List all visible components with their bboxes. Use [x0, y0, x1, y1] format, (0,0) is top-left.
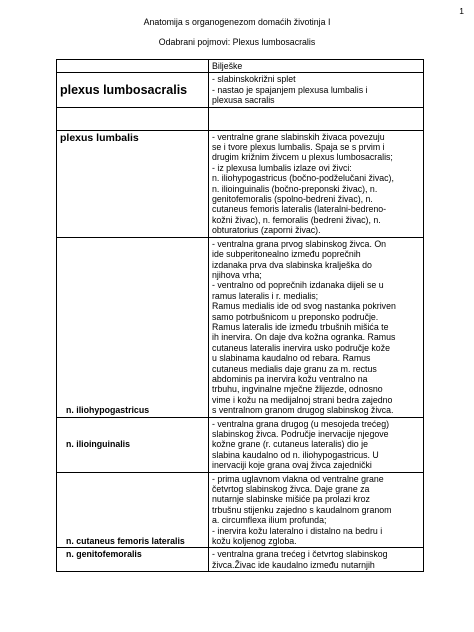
- header-term-cell: [57, 60, 209, 73]
- note-line: kožni živac), n. femoralis (bedreni živac), n.: [212, 214, 381, 225]
- empty-table-row: [57, 107, 424, 130]
- note-line: njihova vrha;: [212, 269, 262, 280]
- note-line: - ventralne grane slabinskih živaca povezuju: [212, 131, 385, 142]
- term-plexus-lumbalis: plexus lumbalis: [60, 131, 139, 144]
- note-line: ih inervira. On daje dva kožna ogranka. Ramus: [212, 332, 396, 343]
- empty-cell: [57, 107, 209, 130]
- term-n-iliohypogastricus: n. iliohypogastricus: [66, 405, 150, 416]
- document-subtitle: Odabrani pojmovi: Plexus lumbosacralis: [158, 37, 316, 47]
- note-line: - slabinskokrižni splet: [212, 74, 296, 85]
- note-line: živca.Živac ide kaudalno između nutarnjih: [212, 559, 375, 570]
- note-line: plexusa sacralis: [212, 95, 275, 106]
- term-n-cutaneus-femoris-lateralis: n. cutaneus femoris lateralis: [66, 536, 185, 547]
- note-line: obturatorius (zaporni živac).: [212, 225, 321, 236]
- note-line: cutaneus femoris lateralis (lateralni-bedreno-: [212, 204, 387, 215]
- note-line: trbušnu stijenku zajedno s kaudalnom granom: [212, 504, 392, 515]
- note-line: inervaciji koje grana ovaj živca zajednički: [212, 460, 372, 471]
- term-cell: [57, 417, 209, 472]
- note-line: kožu koljenog zgloba.: [212, 536, 297, 547]
- note-line: n. iliohypogastricus (bočno-podželučani živac),: [212, 173, 394, 184]
- table-row: [57, 237, 424, 417]
- term-cell: [57, 548, 209, 572]
- note-line: - inervira kožu lateralno i distalno na bedru i: [212, 525, 383, 536]
- note-line: vime i kožu na medijalnoj strani bedra zajedno: [212, 394, 393, 405]
- term-cell: [57, 237, 209, 417]
- note-line: samo potrbušnicom u preponsko područje.: [212, 311, 379, 322]
- note-line: izdanaka prva dva slabinska kralješka do: [212, 259, 372, 270]
- note-line: trbuhu, ingvinalne mječne žlijezde, odnosno: [212, 384, 383, 395]
- term-cell: [57, 472, 209, 548]
- note-line: - ventralno od poprečnih izdanaka dijeli se u: [212, 280, 384, 291]
- notes-cell: [209, 237, 424, 417]
- note-line: u slabinama kaudalno od rebara. Ramus: [212, 353, 371, 364]
- note-line: se i tvore plexus lumbalis. Spaja se s prvim i: [212, 142, 385, 153]
- notes-cell: [209, 130, 424, 237]
- note-line: kožne grane (r. cutaneus lateralis) dio je: [212, 439, 368, 450]
- note-line: slabina kaudalno od n. iliohypogastricus. U: [212, 449, 379, 460]
- empty-cell: [209, 107, 424, 130]
- table-row: [57, 548, 424, 572]
- note-line: n. ilioinguinalis (bočno-preponski živac), n.: [212, 183, 378, 194]
- note-line: abdominis pa inervira kožu ventralno na: [212, 373, 368, 384]
- note-line: - ventralna grana drugog (u mesojeda trećeg): [212, 418, 390, 429]
- table-row: [57, 417, 424, 472]
- notes-cell: [209, 548, 424, 572]
- term-n-genitofemoralis: n. genitofemoralis: [66, 549, 142, 560]
- term-cell: [57, 130, 209, 237]
- term-cell: [57, 73, 209, 107]
- document-title: Anatomija s organogenezom domaćih životinja I: [143, 17, 331, 27]
- table-row: [57, 73, 424, 107]
- note-line: a. circumflexa ilium profunda;: [212, 515, 327, 526]
- notes-cell: [209, 73, 424, 107]
- note-line: cutaneus medialis daje granu za m. rectus: [212, 363, 377, 374]
- note-line: slabinskog živca. Područje inervacije njegove: [212, 429, 389, 439]
- note-line: - prima uglavnom vlakna od ventralne grane: [212, 473, 384, 484]
- note-line: ramus lateralis i r. medialis;: [212, 290, 319, 301]
- header-notes-cell: Bilješke: [209, 60, 424, 73]
- notes-cell: [209, 417, 424, 472]
- table-row: [57, 472, 424, 548]
- table-header-row: [57, 60, 424, 73]
- note-line: cutaneus lateralis inervira usko područje kože: [212, 342, 390, 353]
- note-line: - nastao je spajanjem plexusa lumbalis i: [212, 84, 368, 95]
- note-line: genitofemoralis (spolno-bedreni živac), n.: [212, 194, 373, 205]
- note-line: Ramus medialis ide od svog nastanka pokriven: [212, 301, 396, 312]
- note-line: četvrtog slabinskog živca. Daje grane za: [212, 484, 370, 495]
- table-row: [57, 130, 424, 237]
- term-plexus-lumbosacralis: plexus lumbosacralis: [60, 83, 188, 98]
- note-line: nutarnje slabinske mišiće pa prolazi kroz: [212, 494, 370, 505]
- terms-table: [56, 59, 424, 572]
- note-line: - ventralna grana trećeg i četvrtog slabinskog: [212, 549, 388, 560]
- page-number: 1: [459, 6, 464, 16]
- notes-cell: [209, 472, 424, 548]
- note-line: - ventralna grana prvog slabinskog živca. On: [212, 238, 387, 249]
- note-line: - iz plexusa lumbalis izlaze ovi živci:: [212, 162, 352, 173]
- term-n-ilioinguinalis: n. ilioinguinalis: [66, 439, 131, 450]
- note-line: Ramus lateralis ide između trbušnih mišića te: [212, 321, 389, 332]
- note-line: drugim križnim živcem u plexus lumbosacralis;: [212, 152, 393, 163]
- note-line: s ventralnom granom drugog slabinskog živca.: [212, 405, 394, 416]
- note-line: ide subperitonealno između poprečnih: [212, 249, 361, 260]
